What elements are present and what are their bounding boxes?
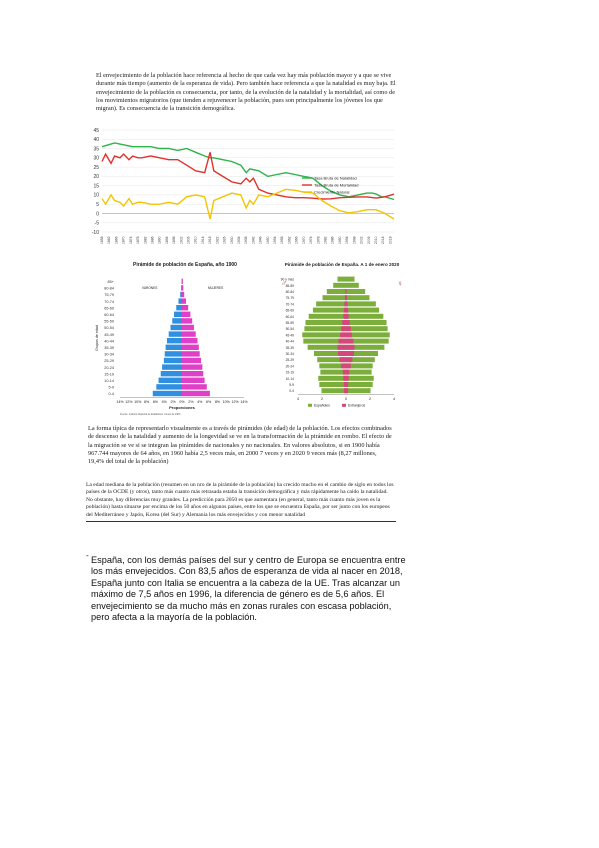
age-label: 20-24 [285,364,294,369]
female-symbol-icon: ♀ [397,279,403,288]
female-bar [182,298,186,303]
x-tick-label: 1862 [107,236,112,244]
foreign-bar [337,345,354,350]
foreign-bar [345,295,347,300]
age-label: 90 y más [280,277,294,282]
foreign-bar [338,351,354,356]
source-note: Fuente: Instituto Nacional de Estadística. Censo de 1900 [120,412,181,416]
age-label: 75-79 [285,296,294,301]
female-bar [182,285,183,290]
x-tick-label: 1878 [136,236,141,244]
list-bullet: - [86,551,89,560]
female-bar [182,358,201,363]
x-tick-label: 10% [222,399,230,404]
male-bar [165,351,182,356]
male-bar [159,378,182,383]
x-tick-label: 1866 [114,236,119,244]
x-tick-label: 1898 [172,236,177,244]
x-tick-label: 1870 [121,236,126,244]
male-bar [176,305,182,310]
foreign-bar [341,326,351,331]
x-tick-label: 4% [197,399,203,404]
foreign-bar [340,332,352,337]
male-bar [174,312,182,317]
age-label: 40-44 [104,339,114,344]
x-tick-label: 1962 [287,236,292,244]
legend-label: Tasa Bruta de Mortalidad [314,182,359,188]
male-label: VARONES [142,286,158,290]
demographic-rates-chart [86,126,402,250]
y-tick-label: 25 [93,164,99,171]
x-tick-label: 2% [170,399,176,404]
x-tick-label: 14% [116,399,124,404]
x-tick-label: 1974 [309,236,314,244]
x-tick-label: 1882 [143,236,148,244]
age-label: 50-54 [285,327,294,332]
x-tick-label: 1942 [251,236,256,244]
x-tick-label: 1970 [301,236,306,244]
x-tick-label: 1982 [323,236,328,244]
male-bar [169,331,182,336]
age-label: 5-9 [289,383,294,387]
x-tick-label: 6% [152,399,159,404]
foreign-bar [345,289,346,294]
female-bar [182,364,202,369]
age-label: 50-54 [104,326,114,331]
age-label: 85+ [107,280,114,284]
x-tick-label: 1978 [316,236,321,244]
male-bar [153,391,182,396]
age-label: 30-34 [104,352,114,357]
male-bar [162,364,182,369]
female-bar [182,384,207,389]
x-tick-label: 2006 [366,236,371,244]
x-tick-label: 6% [205,399,212,404]
foreign-bar [344,382,348,387]
age-label: 25-29 [285,358,294,363]
x-tick-label: 1954 [273,236,278,244]
x-tick-label: 1886 [150,236,155,244]
x-tick-label: 1938 [244,236,249,244]
age-label: 20-24 [104,365,114,370]
median-age-paragraph: La edad mediana de la población (resumen en un nro de la pirámide de la población) ha crecido mucho en el cambio de siglo en todos los países de la OCDE (y otros), tanto más cuanto más retrasada estaba la transición demográfica y más rápidamente ha caído la natalidad. No obstante, hay diferencias muy grandes. La predicción para 2050 es que aumentara (en general, tanto más cuanto más joven es la población) hasta situarse por encima de los 50 años en algunos países, entre los que se encuentra España, por ser junto con los europeos del Mediterráneo y Japón, Korea (del Sur) y Alemania los más envejecidos y con menor natalidad [86,482,396,522]
age-label: 25-29 [104,359,114,364]
female-bar [182,292,184,297]
x-axis-label: Proporciones [169,404,195,410]
male-bar [164,358,182,363]
x-tick-label: 0 [345,396,347,401]
pyramid-1900-title: Pirámide de población de España, año 1900 [133,262,237,268]
foreign-bar [340,357,353,362]
x-tick-label: 14% [240,399,248,404]
female-bar [182,305,188,310]
age-label: 35-39 [104,346,114,350]
y-tick-label: 0 [96,211,99,218]
x-tick-label: 10% [134,399,142,404]
age-label: 35-39 [285,345,294,350]
legend-swatch [308,404,312,407]
x-tick-label: 2% [188,399,194,404]
x-tick-label: 2018 [388,236,393,244]
y-tick-label: 30 [93,155,99,162]
x-tick-label: 1958 [280,236,285,244]
y-tick-label: 15 [93,183,99,190]
y-axis-label: Grupos de edad [95,325,99,351]
x-tick-label: 1966 [294,236,299,244]
x-tick-label: 1946 [258,236,263,244]
x-tick-label: 4 [393,396,395,401]
x-tick-label: 1926 [222,236,227,244]
age-label: 45-49 [285,333,294,338]
x-tick-label: 1858 [100,236,104,244]
x-tick-label: 1930 [229,236,234,244]
y-tick-label: 10 [93,192,99,199]
y-tick-label: 20 [93,174,99,181]
male-bar [161,371,182,376]
age-label: 40-44 [285,339,294,344]
foreign-bar [344,388,348,393]
male-bar [172,318,182,323]
age-label: 55-59 [285,321,294,325]
x-tick-label: 8% [214,399,221,404]
male-bar [178,298,182,303]
male-bar [156,384,182,389]
pyramid-2020-chart [276,258,404,420]
male-bar [167,338,182,343]
pyramids-paragraph: La forma típica de representarlo visualmente es a través de pirámides (de edad) de la población. Los efectos combinados de descenso de la natalidad y aumento de la longevidad se ve en la transformación de la pirámide en rombo. El efecto de la migración se ve si se integran las pirámides de nacionales y no nacionales. En valores absolutos, si en 1900 había 967.744 mayores de 64 años, en 1960 había 2,5 veces más, en 2000 7 veces y en 2020 9 veces más (8,27 millones, 19,4% del total de la población) [88,425,392,466]
x-tick-label: 1950 [265,236,270,244]
age-label: 70-74 [104,299,114,304]
series-line [102,143,394,200]
x-tick-label: 1934 [236,236,241,244]
y-tick-label: 45 [93,127,99,134]
x-tick-label: 1910 [193,236,198,244]
x-tick-label: 1902 [179,236,184,244]
female-bar [182,351,200,356]
age-label: 15-19 [104,372,114,377]
x-tick-label: 2002 [359,236,364,244]
intro-paragraph: El envejecimiento de la población hace referencia al hecho de que cada vez hay más población mayor y a que se vive durante más tiempo (aumento de la esperanza de vida). Pero también hace referencia a que la natalidad es muy baja. El envejecimiento de la población es consecuencia, por tanto, de la evolución de la natalidad y la mortalidad, así como de los movimientos migratorios (que tienden a rejuvenecer la población, pues son principalmente los jóvenes los que migran). Es consecuencia de la transición demográfica. [96,72,396,113]
age-label: 45-49 [104,332,114,337]
legend-label: Extranjeros [348,403,366,408]
foreign-bar [339,339,354,344]
male-symbol-icon: ♂ [281,279,287,288]
spanish-bar [337,277,354,282]
age-label: 70-74 [285,302,294,307]
spanish-bar [333,283,359,288]
foreign-bar [343,314,348,319]
female-bar [182,312,190,317]
x-tick-label: 12% [231,399,239,404]
x-tick-label: 1922 [215,236,220,244]
age-label: 80-84 [285,290,294,294]
x-tick-label: 4 [297,396,299,401]
age-label: 5-9 [108,385,114,390]
legend-label: Españoles [314,403,330,408]
x-tick-label: 4% [161,399,167,404]
x-tick-label: 1918 [208,236,213,244]
x-tick-label: 8% [143,399,150,404]
legend-swatch [342,404,346,407]
x-tick-label: 1894 [164,236,169,244]
x-tick-label: 1994 [345,236,350,244]
male-bar [181,285,182,290]
foreign-bar [343,370,349,375]
age-label: 60-64 [285,314,294,319]
pyramid-2020-title: Pirámide de población de España. A 1 de enero 2020 [284,262,400,267]
age-label: 10-14 [104,379,114,383]
foreign-bar [344,308,348,313]
age-label: 80-84 [104,286,114,291]
foreign-bar [342,320,349,325]
female-bar [182,378,205,383]
age-label: 0-4 [108,392,114,397]
female-bar [182,279,183,284]
male-bar [166,345,182,350]
pyramid-1900-chart [90,258,270,420]
foreign-bar [341,363,351,368]
y-tick-label: -5 [94,220,99,227]
female-label: MUJERES [208,286,224,290]
age-label: 30-34 [285,352,294,356]
age-label: 60-64 [104,313,114,317]
female-bar [182,331,196,336]
female-bar [182,345,199,350]
x-tick-label: 2 [321,396,323,401]
x-tick-label: 1914 [200,236,205,244]
x-tick-label: 1986 [330,236,335,244]
x-tick-label: 1890 [157,236,162,244]
y-tick-label: 40 [93,137,99,144]
male-bar [180,292,182,297]
x-tick-label: 2 [369,396,371,401]
age-label: 85-89 [285,283,294,288]
female-bar [182,318,192,323]
foreign-bar [343,376,348,381]
female-bar [182,371,203,376]
x-tick-label: 12% [125,399,133,404]
legend-label: Tasa Bruta de Natalidad [314,175,357,181]
x-tick-label: 1874 [128,236,133,244]
age-label: 55-59 [104,319,114,324]
female-bar [182,325,194,330]
x-tick-label: 1990 [337,236,342,244]
male-bar [170,325,182,330]
age-label: 10-14 [285,376,294,381]
y-tick-label: -10 [91,229,99,236]
age-label: 0-4 [289,389,294,394]
foreign-bar [344,301,347,306]
y-tick-label: 35 [93,146,99,153]
y-tick-label: 5 [96,201,99,208]
female-bar [182,391,210,396]
legend-label: Crecimiento Natural [314,189,350,195]
spain-paragraph: España, con los demás países del sur y centro de Europa se encuentra entre los más envejecidos. Con 83,5 años de esperanza de vida al nacer en 2018, España junto con Italia se encuentra a la cabeza de la UE. Tras alcanzar un máximo de 7,5 años en 1996, la diferencia de género es de 5,6 años. El envejecimiento se da mucho más en zonas rurales con escasa población, pero afecta a la mayoría de la población. [91,555,406,623]
female-bar [182,338,198,343]
age-label: 75-79 [104,293,114,298]
age-label: 65-69 [285,308,294,313]
age-label: 65-69 [104,306,114,311]
x-tick-label: 1998 [352,236,357,244]
x-tick-label: 1906 [186,236,191,244]
age-label: 15-19 [285,370,294,375]
x-tick-label: 0% [179,399,185,404]
x-tick-label: 2014 [381,236,386,244]
x-tick-label: 2010 [373,236,378,244]
